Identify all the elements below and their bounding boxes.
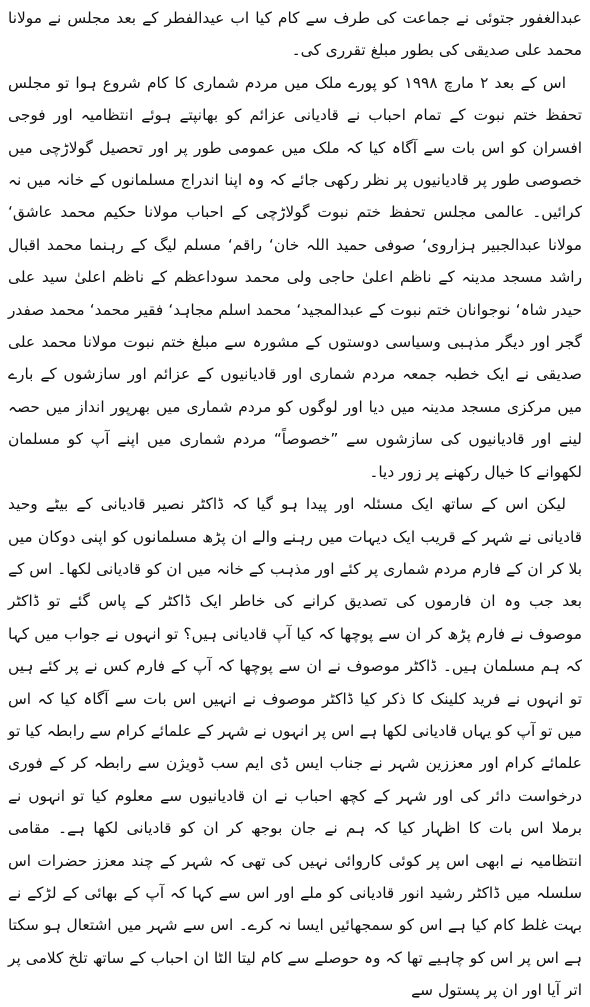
paragraph-1: عبدالغفور جتوئی نے جماعت کی طرف سے کام کیا اب عیدالفطر کے بعد مجلس نے مولانا محمد علی صدیقی کی بطور مبلغ تقرری کی۔ [8,9,582,60]
paragraph-2: اس کے بعد ۲ مارچ ۱۹۹۸ کو پورے ملک میں مردم شماری کا کام شروع ہوا تو مجلس تحفظ ختم نبوت کے تمام احباب نے قادیانی عزائم کو بھانپتے ہوئے انتظامیہ اور فوجی افسران کو اس بات سے آگاہ کیا کہ ملک میں عمومی طور پر اور تحصیل گولاڑچی میں خصوصی طور پر قادیانیوں پر نظر رکھی جائے کہ وہ اپنا اندراج مسلمانوں کے خانہ میں نہ کرائیں۔ عالمی مجلس تحفظ ختم نبوت گولاڑچی کے احباب مولانا حکیم محمد عاشق‘ مولانا عبدالجبیر ہزاروی‘ صوفی حمید اللہ خان‘ راقم‘ مسلم لیگ کے رہنما محمد اقبال راشد مسجد مدینہ کے ناظم اعلیٰ حاجی ولی محمد سوداعظم کے ناظم اعلیٰ سید علی حیدر شاہ‘ نوجوانان ختم نبوت کے عبدالمجید‘ محمد اسلم مجاہد‘ فقیر محمد‘ محمد صفدر گجر اور دیگر مذہبی وسیاسی دوستوں کے مشورہ سے مبلغ ختم نبوت مولانا محمد علی صدیقی نے ایک خطبہ جمعہ مردم شماری اور قادیانیوں کے عزائم اور سازشوں کے بارے میں مرکزی مسجد مدینہ میں دیا اور لوگوں کو مردم شماری میں بھرپور انداز میں حصہ لینے اور قادیانیوں کی سازشوں سے ”خصوصاً“ مردم شماری میں اپنے آپ کو مسلمان لکھوانے کا خیال رکھنے پر زور دیا۔ [8,73,582,481]
paragraph-3: لیکن اس کے ساتھ ایک مسئلہ اور پیدا ہو گیا کہ ڈاکٹر نصیر قادیانی کے بیٹے وحید قادیانی نے شہر کے قریب ایک دیہات میں رہنے والے ان پڑھ مسلمانوں کو اپنی دوکان میں بلا کر ان کے فارم مردم شماری پر کئے اور مذہب کے خانہ میں ان کو قادیانی لکھا۔ اس کے بعد جب وہ ان فارموں کی تصدیق کرانے کی خاطر ایک ڈاکٹر کے پاس گئے تو ڈاکٹر موصوف نے فارم پڑھ کر ان سے پوچھا کہ کیا آپ قادیانی ہیں؟ تو انہوں نے جواب میں کہا کہ ہم مسلمان ہیں۔ ڈاکٹر موصوف نے ان سے پوچھا کہ آپ کے فارم کس نے پر کئے ہیں تو انہوں نے فرید کلینک کا ذکر کیا ڈاکٹر موصوف نے انہیں اس بات سے آگاہ کیا کہ اس میں تو آپ کو یہاں قادیانی لکھا ہے اس پر انہوں نے شہر کے علمائے کرام سے رابطہ کیا تو علمائے کرام اور معززین شہر نے جناب ایس ڈی ایم سب ڈویژن سے رابطہ کر کے فوری درخواست دائر کی اور شہر کے کچھ احباب نے ان قادیانیوں سے معلوم کیا تو انہوں نے برملا اس بات کا اظہار کیا کہ ہم نے جان بوجھ کر ان کو قادیانی لکھا ہے۔ مقامی انتظامیہ نے ابھی اس پر کوئی کاروائی نہیں کی تھی کہ شہر کے چند معزز حضرات اس سلسلہ میں ڈاکٹر رشید انور قادیانی کو ملے اور اس سے کہا کہ آپ کے بھائی کے لڑکے نے بہت غلط کام کیا ہے اس کو سمجھائیں ایسا نہ کرے۔ اس سے شہر میں اشتعال ہو سکتا ہے اس پر اس کو چاہیے تھا کہ وہ حوصلے سے کام لیتا الٹا ان احباب کے ساتھ تلخ کلامی پر اتر آیا اور ان پر پستول سے [8,495,582,1000]
urdu-text-body [8,2,582,1007]
